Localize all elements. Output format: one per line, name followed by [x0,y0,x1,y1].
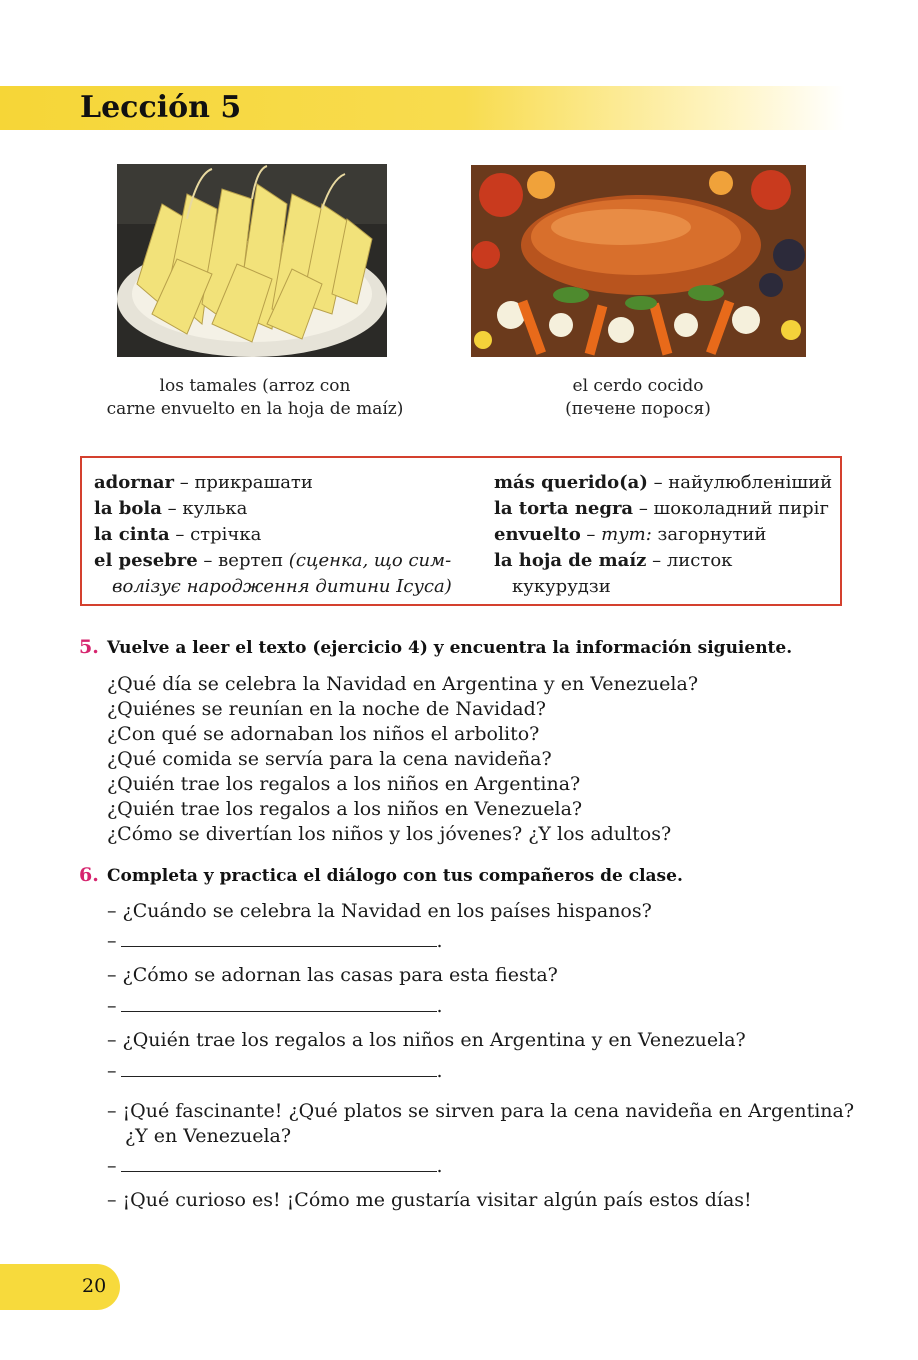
page-number: 20 [82,1275,107,1297]
vocabulary-term: envuelto [494,524,581,545]
dialogue-line: – ¿Cómo se adornan las casas para esta fiesta? [107,964,558,986]
vocabulary-column-left [94,470,464,600]
vocabulary-translation: прикрашати [194,472,313,493]
question-item: ¿Con qué se adornaban los niños el arbolito? [107,723,540,745]
vocabulary-term: más querido(a) [494,472,648,493]
roast-pig-photo [471,165,806,357]
caption-line: los tamales (arroz con [159,376,351,396]
vocabulary-dash: – [173,472,195,493]
question-item: ¿Qué comida se servía para la cena navideña? [107,748,552,770]
answer-dash: – [107,995,117,1017]
answer-period: . [436,930,443,952]
answer-blank[interactable] [121,1058,437,1077]
vocabulary-term: la hoja de maíz [494,550,647,571]
vocabulary-dash: – [169,524,191,545]
caption-line: (печене порося) [565,399,711,419]
vocabulary-dash: – [633,498,654,519]
answer-blank-line[interactable] [107,993,443,1019]
answer-blank-line[interactable] [107,1153,443,1179]
vocabulary-translation: листок [666,550,733,571]
vocabulary-dash: – [197,550,219,571]
vocabulary-translation: кулька [182,498,248,519]
answer-blank-line[interactable] [107,1058,443,1084]
vocabulary-note: (сценка, що сим- [288,550,452,571]
vocabulary-entry [494,470,839,496]
exercise-6-number: 6. [79,864,99,886]
caption-line: el cerdo cocido [572,376,704,396]
vocabulary-translation-continued: кукурудзи [512,576,611,597]
vocabulary-entry [94,470,464,496]
tamales-photo [117,164,387,357]
vocabulary-translation: вертеп [218,550,289,571]
vocabulary-entry [94,522,464,548]
vocabulary-entry [94,496,464,522]
vocabulary-term: la bola [94,498,162,519]
dialogue-line: – ¿Quién trae los regalos a los niños en Argentina y en Venezuela? [107,1029,746,1051]
vocabulary-translation: загорнутий [651,524,767,545]
vocabulary-entry [494,522,839,548]
vocabulary-translation: найулюбленіший [668,472,833,493]
question-item: ¿Qué día se celebra la Navidad en Argentina y en Venezuela? [107,673,699,695]
answer-dash: – [107,1060,117,1082]
answer-period: . [436,995,443,1017]
vocabulary-translation: стрічка [190,524,262,545]
question-item: ¿Quién trae los regalos a los niños en Argentina? [107,773,581,795]
vocabulary-box [80,456,842,606]
vocabulary-term: la torta negra [494,498,634,519]
question-item: ¿Quiénes se reunían en la noche de Navidad? [107,698,546,720]
answer-blank[interactable] [121,1153,437,1172]
vocabulary-term: el pesebre [94,550,198,571]
dialogue-line: – ¡Qué curioso es! ¡Cómo me gustaría visitar algún país estos días! [107,1189,752,1211]
vocabulary-dash: – [580,524,602,545]
exercise-5-questions [107,672,698,847]
dialogue-line [107,1099,854,1149]
dialogue-line: – ¿Cuándo se celebra la Navidad en los países hispanos? [107,900,652,922]
vocabulary-entry [494,496,839,522]
question-item: ¿Cómo se divertían los niños y los jóvenes? ¿Y los adultos? [107,823,672,845]
vocabulary-dash: – [161,498,183,519]
exercise-5-instruction: Vuelve a leer el texto (ejercicio 4) y encuentra la información siguiente. [107,638,793,658]
question-item: ¿Quién trae los regalos a los niños en Venezuela? [107,798,583,820]
answer-period: . [436,1155,443,1177]
tamales-caption [90,375,420,421]
answer-blank[interactable] [121,993,437,1012]
dialogue-line-continued: ¿Y en Venezuela? [125,1125,292,1147]
vocabulary-entry [494,548,839,600]
answer-blank-line[interactable] [107,928,443,954]
roast-pig-caption [478,375,798,421]
exercise-5-number: 5. [79,636,99,658]
vocabulary-translation: шоколадний пиріг [653,498,829,519]
answer-period: . [436,1060,443,1082]
lesson-title: Lección 5 [80,90,242,125]
vocabulary-entry [94,548,464,600]
vocabulary-term: adornar [94,472,174,493]
answer-blank[interactable] [121,928,437,947]
answer-dash: – [107,1155,117,1177]
dialogue-line-text: – ¡Qué fascinante! ¿Qué platos se sirven para la cena navideña en Argentina? [107,1100,855,1122]
vocabulary-term: la cinta [94,524,170,545]
vocabulary-dash: – [646,550,667,571]
vocabulary-dash: – [647,472,669,493]
exercise-6-instruction: Completa y practica el diálogo con tus compañeros de clase. [107,866,683,886]
vocabulary-note: тут: [601,524,652,545]
caption-line: carne envuelto en la hoja de maíz) [106,399,404,419]
answer-dash: – [107,930,117,952]
vocabulary-note-continued: волізує народження дитини Ісуса) [112,576,452,597]
vocabulary-column-right [494,470,839,600]
